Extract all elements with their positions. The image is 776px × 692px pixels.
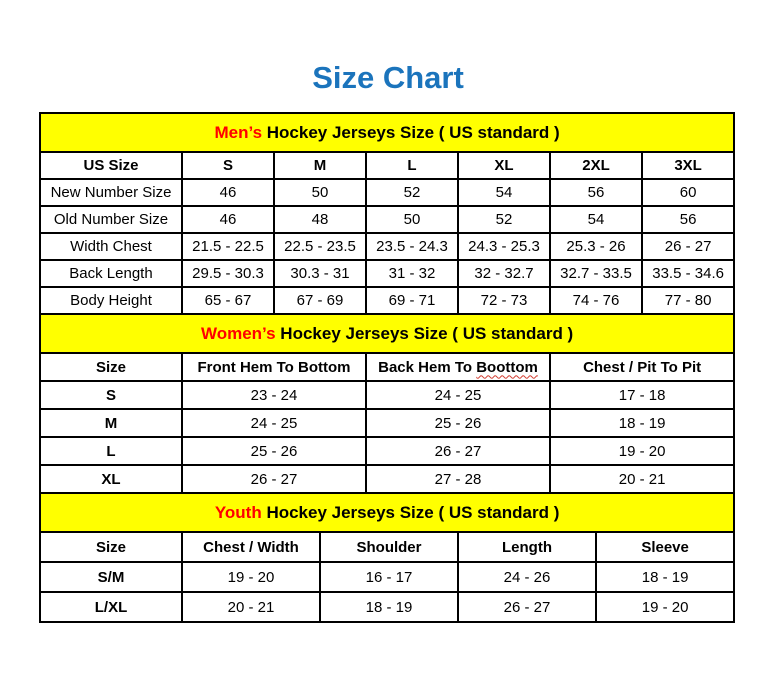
cell: 26 - 27 <box>458 592 596 622</box>
back-hem-text: Back Hem To <box>378 358 477 376</box>
cell: 17 - 18 <box>550 381 734 409</box>
cell: 46 <box>182 179 274 206</box>
womens-row-s <box>40 381 734 409</box>
womens-row-m <box>40 409 734 437</box>
cell: 32 - 32.7 <box>458 260 550 287</box>
cell: 26 - 27 <box>182 465 366 493</box>
cell: 25 - 26 <box>182 437 366 465</box>
youth-col-size: Size <box>40 532 182 562</box>
cell: 23.5 - 24.3 <box>366 233 458 260</box>
cell: 19 - 20 <box>182 562 320 592</box>
cell: 52 <box>366 179 458 206</box>
page-title: Size Chart <box>312 60 464 95</box>
cell: 54 <box>458 179 550 206</box>
womens-column-header-row <box>40 353 734 381</box>
cell: 33.5 - 34.6 <box>642 260 734 287</box>
cell: 19 - 20 <box>596 592 734 622</box>
cell: 24 - 25 <box>366 381 550 409</box>
womens-row-l <box>40 437 734 465</box>
cell: 65 - 67 <box>182 287 274 314</box>
cell: 50 <box>274 179 366 206</box>
youth-col-chest-width: Chest / Width <box>182 532 320 562</box>
youth-section-band <box>40 493 734 532</box>
womens-col-front-hem: Front Hem To Bottom <box>182 353 366 381</box>
cell: 22.5 - 23.5 <box>274 233 366 260</box>
womens-col-size: Size <box>40 353 182 381</box>
youth-col-length: Length <box>458 532 596 562</box>
row-label: XL <box>40 465 182 493</box>
mens-column-header-row <box>40 152 734 179</box>
womens-label-rest: Hockey Jerseys Size ( US standard ) <box>275 323 574 343</box>
row-label: Body Height <box>40 287 182 314</box>
womens-col-back-hem <box>366 353 550 381</box>
cell: 69 - 71 <box>366 287 458 314</box>
youth-col-shoulder: Shoulder <box>320 532 458 562</box>
youth-row-lxl <box>40 592 734 622</box>
cell: 18 - 19 <box>550 409 734 437</box>
mens-col-s: S <box>182 152 274 179</box>
cell: 18 - 19 <box>596 562 734 592</box>
cell: 30.3 - 31 <box>274 260 366 287</box>
mens-section-title <box>40 113 734 152</box>
row-label: Width Chest <box>40 233 182 260</box>
mens-label-red: Men’s <box>214 122 263 142</box>
womens-section-title <box>40 314 734 353</box>
cell: 20 - 21 <box>182 592 320 622</box>
youth-label-rest: Hockey Jerseys Size ( US standard ) <box>261 502 560 522</box>
cell: 25 - 26 <box>366 409 550 437</box>
cell: 18 - 19 <box>320 592 458 622</box>
cell: 56 <box>642 206 734 233</box>
mens-col-us-size: US Size <box>40 152 182 179</box>
row-label: New Number Size <box>40 179 182 206</box>
cell: 24 - 26 <box>458 562 596 592</box>
cell: 50 <box>366 206 458 233</box>
womens-row-xl <box>40 465 734 493</box>
youth-section-title <box>40 493 734 532</box>
cell: 27 - 28 <box>366 465 550 493</box>
mens-row-back-length <box>40 260 734 287</box>
size-chart-table <box>39 112 735 623</box>
row-label: L/XL <box>40 592 182 622</box>
mens-col-xl: XL <box>458 152 550 179</box>
cell: 21.5 - 22.5 <box>182 233 274 260</box>
cell: 56 <box>550 179 642 206</box>
mens-col-2xl: 2XL <box>550 152 642 179</box>
cell: 77 - 80 <box>642 287 734 314</box>
cell: 32.7 - 33.5 <box>550 260 642 287</box>
cell: 72 - 73 <box>458 287 550 314</box>
cell: 19 - 20 <box>550 437 734 465</box>
cell: 46 <box>182 206 274 233</box>
cell: 29.5 - 30.3 <box>182 260 274 287</box>
row-label: L <box>40 437 182 465</box>
back-hem-misspelled-word: Boottom <box>476 358 538 376</box>
youth-column-header-row <box>40 532 734 562</box>
mens-col-l: L <box>366 152 458 179</box>
cell: 20 - 21 <box>550 465 734 493</box>
cell: 31 - 32 <box>366 260 458 287</box>
mens-row-old-number-size <box>40 206 734 233</box>
youth-col-sleeve: Sleeve <box>596 532 734 562</box>
mens-col-m: M <box>274 152 366 179</box>
mens-row-body-height <box>40 287 734 314</box>
row-label: M <box>40 409 182 437</box>
row-label: S/M <box>40 562 182 592</box>
row-label: Old Number Size <box>40 206 182 233</box>
mens-row-width-chest <box>40 233 734 260</box>
cell: 48 <box>274 206 366 233</box>
mens-col-3xl: 3XL <box>642 152 734 179</box>
cell: 52 <box>458 206 550 233</box>
womens-col-chest-pit: Chest / Pit To Pit <box>550 353 734 381</box>
cell: 60 <box>642 179 734 206</box>
youth-label-red: Youth <box>214 502 262 522</box>
cell: 23 - 24 <box>182 381 366 409</box>
cell: 24.3 - 25.3 <box>458 233 550 260</box>
cell: 24 - 25 <box>182 409 366 437</box>
row-label: S <box>40 381 182 409</box>
mens-label-rest: Hockey Jerseys Size ( US standard ) <box>262 122 560 142</box>
cell: 25.3 - 26 <box>550 233 642 260</box>
row-label: Back Length <box>40 260 182 287</box>
cell: 16 - 17 <box>320 562 458 592</box>
cell: 74 - 76 <box>550 287 642 314</box>
cell: 26 - 27 <box>366 437 550 465</box>
cell: 54 <box>550 206 642 233</box>
womens-section-band <box>40 314 734 353</box>
cell: 26 - 27 <box>642 233 734 260</box>
youth-row-sm <box>40 562 734 592</box>
mens-row-new-number-size <box>40 179 734 206</box>
cell: 67 - 69 <box>274 287 366 314</box>
womens-label-red: Women’s <box>200 323 276 343</box>
mens-section-band <box>40 113 734 152</box>
